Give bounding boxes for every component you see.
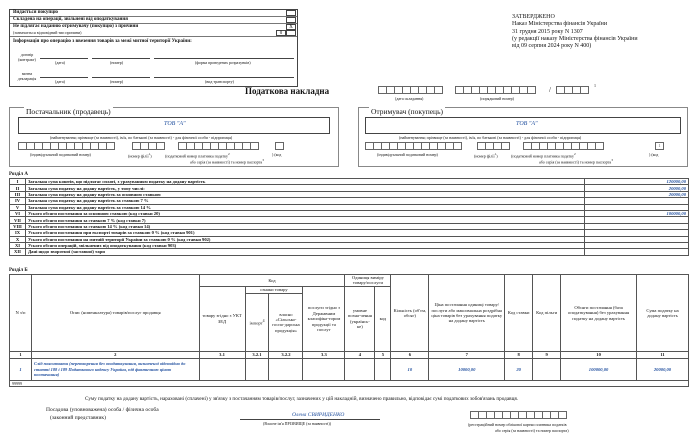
section-a-label: Усього обсяги постачання на митній території України за ставкою 0 % (код ставки 902) [25,236,584,242]
buyer-series-caption: або серія (за наявності) та номер паспорта$^3$ [539,158,613,165]
section-a-label: Загальна сума податку на додану вартість за ставкою 7 % [25,198,584,204]
col-price: Ціна постачання одиниці товару/послуги або максимальна роздрібна ціна товарів без урахування податку на додану вартість [429,275,505,352]
section-a-value[interactable] [585,249,689,255]
section-a-label: Загальна сума податку на додану вартість за ставкою 14 % [25,204,584,210]
seller-title: Постачальник (продавець) [26,107,111,116]
row-ukt[interactable] [199,358,245,380]
section-a-value[interactable]: 120000,00 [585,179,689,185]
seller-kod-cells[interactable] [275,142,283,150]
row-unit-name[interactable] [345,358,375,380]
customs-number-field[interactable] [92,72,150,78]
section-a-label: Загальна сума податку на додану вартість, у тому числі: [25,185,584,191]
buyer-name-field[interactable] [365,117,681,134]
row-qty[interactable]: 10 [391,358,429,380]
approval-line-4: (у редакції наказу Міністерства фінансів України [512,35,638,42]
buyer-code-caption: (податковий номер платника податку$^2$ [511,152,576,159]
col-code-group: Код [199,275,345,287]
seller-name-caption: (найменування; прізвище (за наявності), ім'я, по батькові (за наявності) - для фізичної особи - підприємця) [50,135,233,140]
date-hint-2: (дата) [55,79,65,84]
section-a-num: II [10,185,26,191]
signer-field[interactable] [240,411,380,420]
section-a-num: V [10,204,26,210]
reason-code-cell-2[interactable] [286,30,296,36]
seller-ipn-cells[interactable] [18,142,114,150]
page-title: Податкова накладна [245,86,330,96]
reason-note: (зазначається відповідний тип причини) [13,30,82,35]
col-dkpp: послуги згідно з Державним класифіка-тором продукції та послуг [303,286,345,351]
col-unit-code: код [375,286,391,351]
form-hint: (форма проведених розрахунків) [195,60,251,65]
buyer-ipn-cells[interactable] [365,142,461,150]
person-label: Посадова (уповноважена) особа / фізична особа [46,407,159,413]
section-a-label: Усього обсяги постачання за основною ставкою (код ставки 20) [25,210,584,216]
approval-line-2: Наказ Міністерства фінансів України [512,21,608,28]
buyer-title: Отримувач (покупець) [371,107,443,116]
section-a-num: XII [10,249,26,255]
reg-caption-2: або серія (за наявності) та номер паспорта) [495,428,569,433]
footer-note: Суму податку на додану вартість, нараховані (сплачені) у зв'язку з постачанням товарів/послуг, зазначених у цій накладній, визначено правильно, відповідає сумі податкових зобов'язань продавця. [85,396,519,402]
info-row-1: Видається покупцю [13,10,58,15]
info-row-2: Складена на операції, звільнені від оподаткування [13,17,128,22]
approval-line-3: 31 грудня 2015 року N 1307 [512,28,583,35]
section-a-num: IV [10,198,26,204]
section-a-table [9,178,689,256]
signer-name: Олена СВИРИДЕНКО [292,412,345,418]
section-a-title: Розділ А [9,172,28,177]
number-cells[interactable] [455,86,535,94]
section-a-num: VII [10,217,26,223]
number-slash: / [549,86,551,94]
col-number: 9 [533,351,561,358]
section-a-num: VI [10,210,26,216]
section-b-table [9,274,689,387]
approval-line-5: від 09 серпня 2024 року N 400) [512,43,592,50]
section-a-num: X [10,236,26,242]
contract-label: договір (контракт) [18,52,36,62]
col-rate: Код ставки [505,275,533,352]
reg-caption-1: (реєстраційний номер облікової картки платника податків [468,422,567,427]
seller-code-caption: (податковий номер платника податку$^2$ [165,152,230,159]
contract-form-field[interactable] [154,53,294,59]
seller-branch-caption: (номер філії$^1$) [128,152,152,159]
row-benefit[interactable] [533,358,561,380]
page-num: 1 [594,83,596,88]
section-a-label: Усього обсяги постачання за ставкою 7 % (код ставки 7) [25,217,584,223]
section-a-label: Загальна сума податку на додану вартість за основною ставкою [25,191,584,197]
date-hint: (дата) [55,60,65,65]
reg-cells[interactable] [470,411,566,419]
col-number: 3.2.2 [269,351,303,358]
branch-num-cells[interactable] [556,86,588,94]
section-a-num: VIII [10,223,26,229]
col-name: Опис (номенклатура) товарів/послуг продавця [31,275,199,352]
section-a-label: Загальна сума коштів, що підлягає сплаті, з урахуванням податку на додану вартість [25,179,584,185]
seller-name-field[interactable] [18,117,330,134]
section-a-num: IX [10,230,26,236]
buyer-kod-caption: ) (код [649,152,659,157]
customs-label: митна декларація [17,71,37,81]
row-dkpp[interactable] [303,358,345,380]
import-info: Інформація про операцію з ввезення товарів за межі митної території України: [13,39,192,44]
section-a-value[interactable]: 20000,00 [585,185,689,191]
number-caption: (порядковий номер) [480,96,514,101]
col-number: 5 [375,351,391,358]
approval-block [512,14,638,50]
number-hint-2: (номер) [110,79,124,84]
section-a-label: Усього обсяги операцій, звільнених від оподаткування (код ставки 903) [25,242,584,248]
info-box [9,9,298,87]
section-a-num: XI [10,242,26,248]
reason-code-cell[interactable]: 0 [276,30,286,36]
seller-box [9,107,339,167]
checkbox-issue[interactable] [286,10,296,16]
row-n: 1 [10,358,32,380]
customs-transport-field[interactable] [154,72,294,78]
col-unit-group: Одиниця виміру товару/послуги [345,275,391,287]
section-a-value[interactable]: 100000,00 [585,210,689,216]
col-number: 6 [391,351,429,358]
col-number: 11 [637,351,689,358]
col-number: 10 [561,351,637,358]
col-unit-name: умовне позна-чення (українсь-ке) [345,286,375,351]
col-import: імпорт$^4$ [245,293,269,351]
col-qty: Кількість (об'єм, обсяг) [391,275,429,352]
buyer-kod-cells[interactable]: 1 [655,142,663,150]
section-a-num: III [10,191,26,197]
col-number: 3.2.1 [245,351,269,358]
transport-hint: (вид транспорту) [205,79,234,84]
contract-date-field[interactable] [40,53,88,59]
col-number: 7 [429,351,505,358]
section-a-row [10,249,689,255]
section-a-label: Усього обсяги постачання за ставкою 14 % (код ставки 14) [25,223,584,229]
row-vat[interactable]: 20000,00 [637,358,689,380]
seller-branch-cells[interactable] [132,142,164,150]
person-sub: (законний представник) [50,415,106,421]
seller-ipn-caption: (індивідуальний податковий номер) [30,152,91,157]
col-volume: Обсяги постачання (база оподаткування) без урахування податку на додану вартість [561,275,637,352]
row-unit-code[interactable] [375,358,391,380]
date-caption: (дата складання) [395,96,424,101]
contract-number-field[interactable] [92,53,150,59]
section-a-label: Усього обсяги постачання при експорті товарів за ставкою 0 % (код ставки 901) [25,230,584,236]
col-number: 4 [345,351,375,358]
seller-series-caption: або серія (за наявності) та номер паспорта$^3$ [190,158,264,165]
checkbox-exempt[interactable] [286,17,296,23]
buyer-name-caption: (найменування; прізвище (за наявності), ім'я, по батькові (за наявності) - для фізичної особи - підприємця) [399,135,582,140]
buyer-name: ТОВ "А" [516,121,538,127]
col-number: 1 [10,351,32,358]
section-a-num: I [10,179,26,185]
col-ukt: товару згідно з УКТ ЗЕД [199,286,245,351]
info-row-3: Не підлягає наданню отримувачу (покупцю) з причини [13,24,139,29]
row-name[interactable]: Слід пояснювати (перетворення без оподаткування, визначеної відповідно до статті 188 і 189 Податкового кодексу України, під фактичною ціною постачання) [31,358,199,380]
section-a-label: Дані щодо зворотної (заставної) тари [25,249,584,255]
col-benefit: Код пільги [533,275,561,352]
row-price[interactable]: 10000,00 [429,358,505,380]
buyer-ipn-caption: (індивідуальний податковий номер) [377,152,438,157]
buyer-branch-cells[interactable] [477,142,509,150]
col-number: 3.1 [199,351,245,358]
seller-name: ТОВ "А" [164,121,186,127]
col-number: 8 [505,351,533,358]
seller-code-cells[interactable] [178,142,258,150]
checkbox-not-issued[interactable]: Х [286,24,296,30]
col-number: 3.3 [303,351,345,358]
col-import-sign: ознаки товару [245,286,303,293]
date-cells[interactable] [378,86,442,94]
signer-caption: (Власне ім'я ПРІЗВИЩЕ (за наявності)) [263,421,332,426]
buyer-branch-caption: (номер філії$^1$) [474,152,498,159]
col-n: N з/п [10,275,32,352]
col-number: 2 [31,351,199,358]
row-rate[interactable]: 20 [505,358,533,380]
row-import[interactable] [245,358,269,380]
approval-line-1: ЗАТВЕРДЖЕНО [512,14,555,20]
seller-kod-caption: ) (код [272,152,282,157]
number-hint: (номер) [110,60,124,65]
buyer-code-cells[interactable] [523,142,603,150]
col-own: власно «Сільсько-госпо-дарська продукція» [269,293,303,351]
customs-date-field[interactable] [40,72,88,78]
row-own[interactable] [269,358,303,380]
col-vat: Сума податку на додану вартість [637,275,689,352]
section-b-title: Розділ Б [9,268,28,273]
end-marks: 99999 [10,380,689,386]
table-row[interactable] [10,358,689,380]
section-a-value[interactable]: 20000,00 [585,191,689,197]
row-volume[interactable]: 100000,00 [561,358,637,380]
buyer-box [358,107,688,167]
